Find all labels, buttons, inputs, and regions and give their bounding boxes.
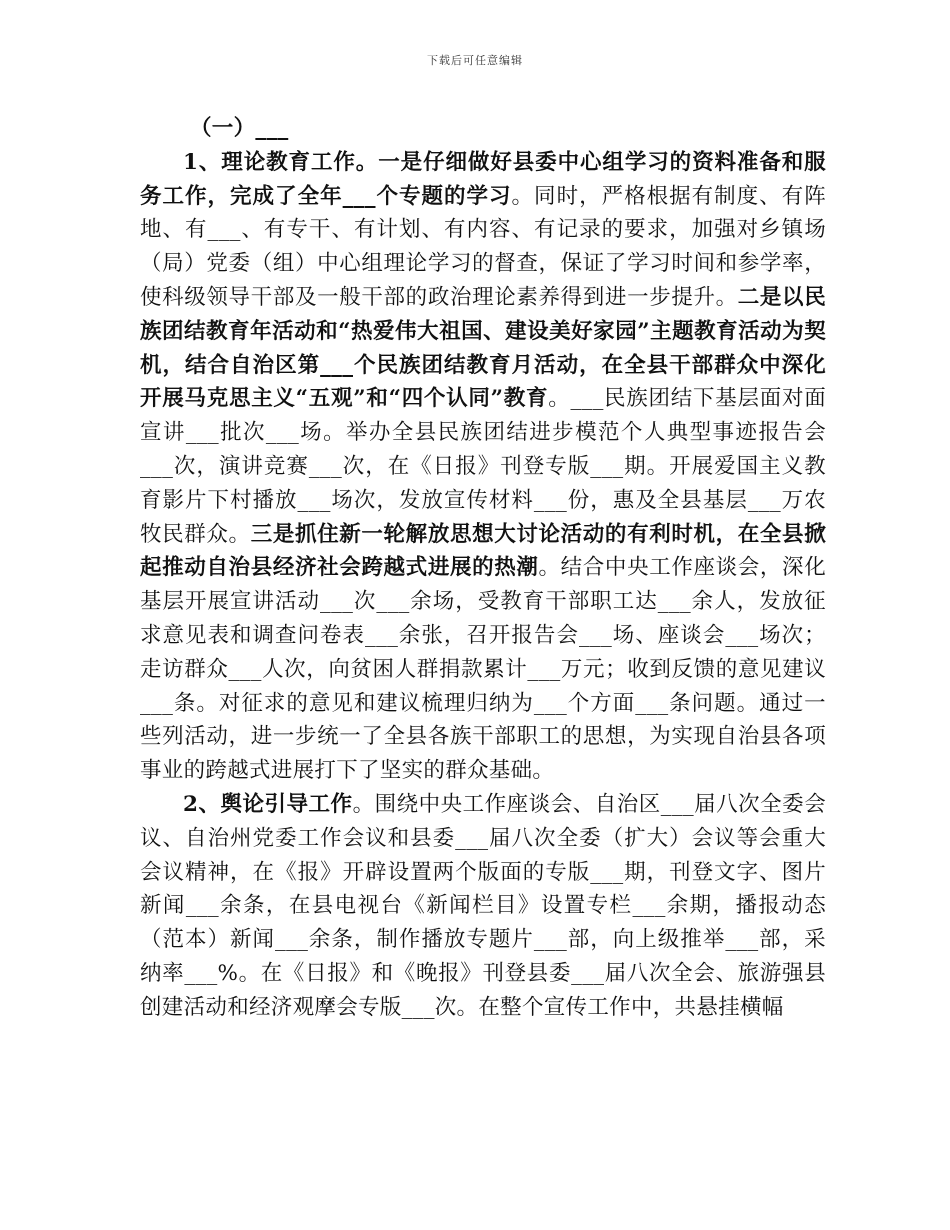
section-heading: （一）___ [190, 116, 289, 141]
body-text: 。同时，严格根据有制度、有阵地、有___、有专干、有计划、有内容、有记录的要求，加强对乡镇场（局）党委（组）中心组理论学习的督查，保证了学习时间和参学率，使科级领导干部及一般干部的政治理论素养得到进一步提升。 [140, 183, 827, 310]
body-text: 。结合中央工作座谈会，深化基层开展宣讲活动___次___余场，受教育干部职工达___余人，发放征求意见表和调查问卷表___余张，召开报告会___场、座谈会___场次；走访群众___人次，向贫困人群捐款累计___万元；收到反馈的意见建议___条。对征求的意见和建议梳理归纳为___个方面___条问题。通过一些列活动，进一步统一了全县各族干部职工的思想，为实现自治县各项事业的跨越式进展打下了坚实的群众基础。 [140, 555, 826, 784]
body-text: 。___民族团结下基层面对面宣讲___批次___场。举办全县民族团结进步模范个人典型事迹报告会___次，演讲竞赛___次，在《日报》刊登专版___期。开展爱国主义教育影片下村播放___场次，发放宣传材料___份，惠及全县基层___万农牧民群众。 [140, 386, 827, 547]
page-header-note: 下载后可任意编辑 [427, 54, 523, 67]
paragraph-title: 2、舆论引导工作 [183, 791, 353, 817]
document-body [140, 112, 826, 1025]
bold-point-three: 三是抓住新一轮解放思想大讨论活动的有利时机，在全县掀起推动自治县经济社会跨越式进展的热潮 [140, 521, 826, 581]
bold-point-one: 一是仔细做好县委中心组学习的资料准备和服务工作，完成了全年___个专题的学习 [140, 149, 826, 209]
bold-point-two: 二是以民族团结教育年活动和“热爱伟大祖国、建设美好家园”主题教育活动为契机，结合自治区第___个民族团结教育月活动，在全县干部群众中深化开展马克思主义“五观”和“四个认同”教育 [140, 284, 827, 412]
paragraph-title: 1、理论教育工作。 [183, 149, 379, 175]
paragraph-theory-education [140, 146, 826, 788]
body-text: 。围绕中央工作座谈会、自治区___届八次全委会议、自治州党委工作会议和县委___届八次全委（扩大）会议等会重大会议精神，在《报》开辟设置两个版面的专版___期，刊登文字、图片新闻___余条，在县电视台《新闻栏目》设置专栏___余期，播报动态（范本）新闻___余条，制作播放专题片___部，向上级推举___部，采纳率___%。在《日报》和《晚报》刊登县委___届八次全会、旅游强县创建活动和经济观摩会专版___次。在整个宣传工作中，共悬挂横幅 [140, 791, 826, 1020]
paragraph-public-opinion [140, 788, 826, 1025]
